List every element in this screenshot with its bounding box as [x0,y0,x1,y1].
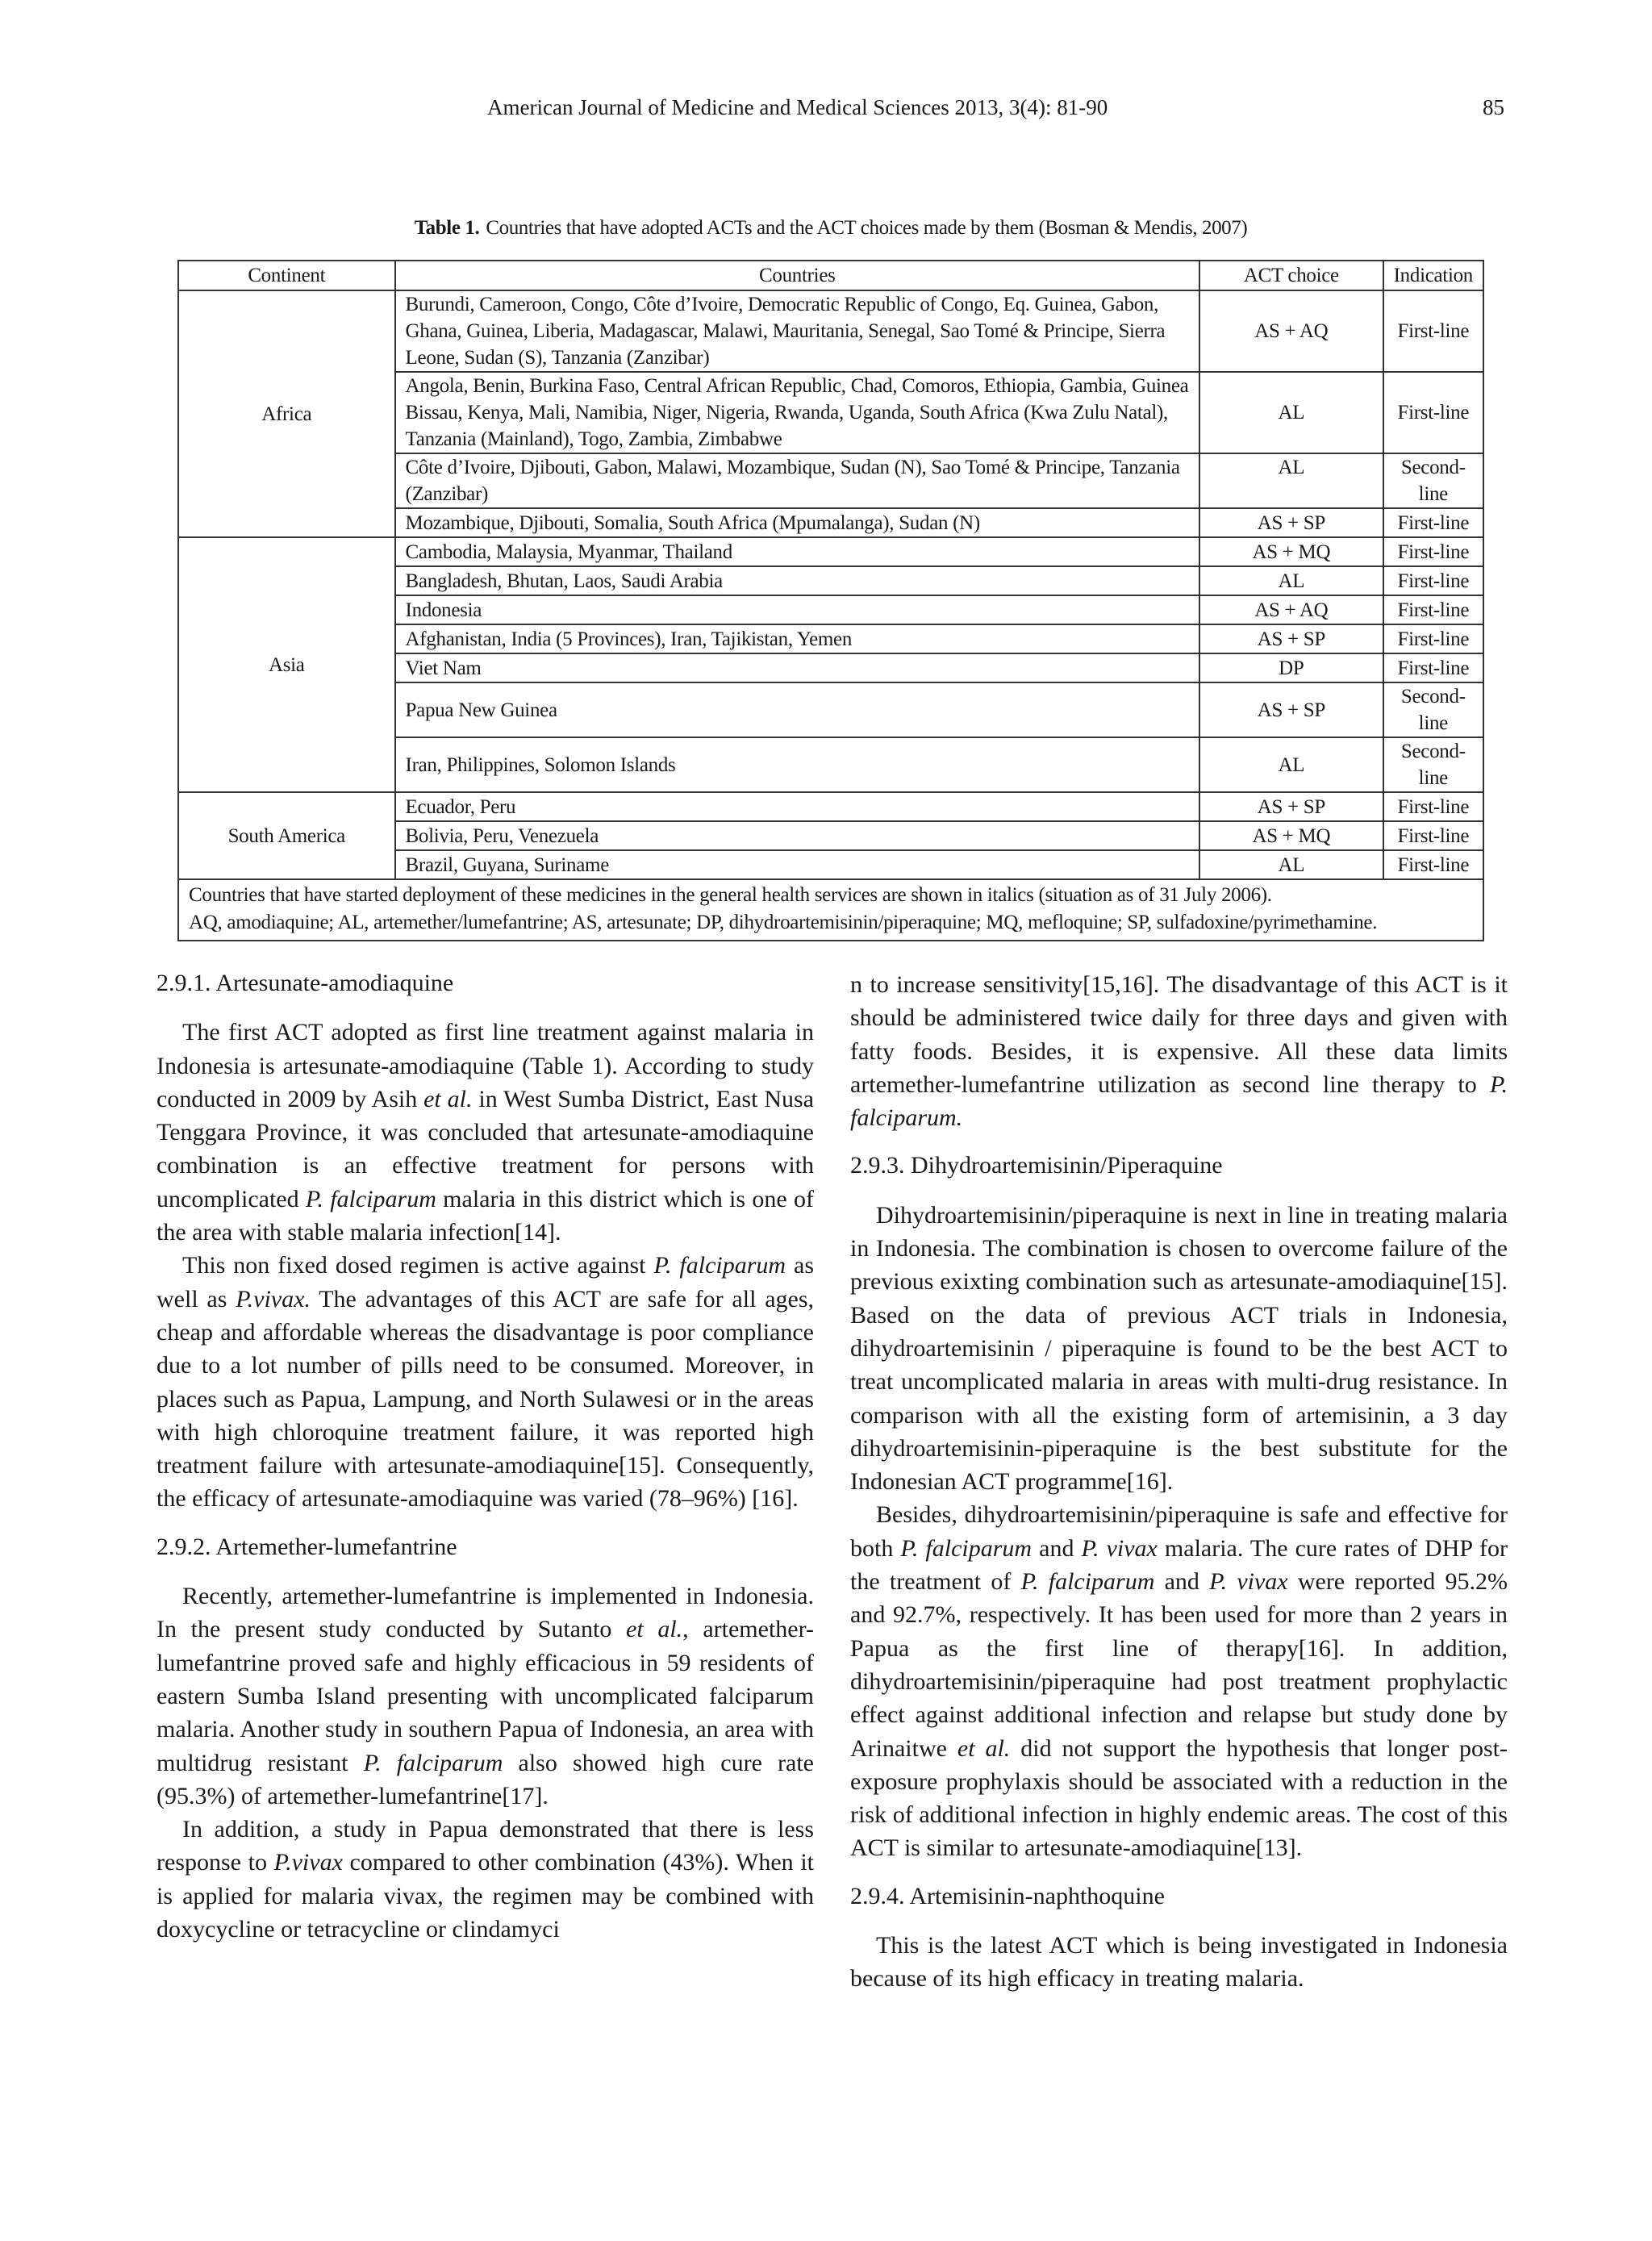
act-cell: AS + AQ [1199,595,1383,624]
act-cell: AL [1199,737,1383,792]
paragraph: This is the latest ACT which is being investigated in Indonesia because of its high efficacy in treating malaria. [850,1932,1508,1993]
act-cell: AS + SP [1199,682,1383,737]
countries-cell: Viet Nam [395,653,1200,682]
countries-cell: Burundi, Cameroon, Congo, Côte d’Ivoire, Democratic Republic of Congo, Eq. Guinea, Gabon, Ghana, Guinea, Liberia, Madagascar, Malawi, Mauritania, Senegal, Sao Tomé & Principe, Sierra Leone, Sudan (S), Tanzania (Zanzibar) [395,290,1200,372]
countries-cell: Papua New Guinea [395,682,1200,737]
indication-cell: First-line [1383,624,1483,653]
act-table [177,260,1484,941]
countries-cell: Bangladesh, Bhutan, Laos, Saudi Arabia [395,566,1200,595]
countries-cell: Brazil, Guyana, Suriname [395,850,1200,879]
countries-cell: Ecuador, Peru [395,792,1200,821]
act-cell: AS + AQ [1199,290,1383,372]
act-cell: AS + SP [1199,624,1383,653]
paragraph: In addition, a study in Papua demonstrated that there is less response to P.vivax compared to other combination (43%). When it is applied for malaria vivax, the regimen may be combined with doxycycline or tetracycline or clindamyci [156,1816,814,1943]
section-heading-2-9-1: 2.9.1. Artesunate-amodiaquine [156,970,454,996]
page-number: 85 [1483,95,1504,119]
paragraph: Recently, artemether-lumefantrine is implemented in Indonesia. In the present study conducted by Sutanto et al., artemether-lumefantrine proved safe and highly efficacious in 59 residents of eastern Sumba Island presenting with uncomplicated falciparum malaria. Another study in southern Papua of Indonesia, an area with multidrug resistant P. falciparum also showed high cure rate (95.3%) of artemether-lumefantrine[17]. [156,1583,814,1809]
indication-cell: First-line [1383,792,1483,821]
countries-cell: Afghanistan, India (5 Provinces), Iran, Tajikistan, Yemen [395,624,1200,653]
section-heading-2-9-4: 2.9.4. Artemisinin-naphthoquine [850,1882,1165,1909]
indication-cell: First-line [1383,850,1483,879]
indication-cell: Second-line [1383,453,1483,508]
countries-cell: Iran, Philippines, Solomon Islands [395,737,1200,792]
header-continent: Continent [178,261,395,290]
indication-cell: First-line [1383,821,1483,850]
indication-cell: First-line [1383,653,1483,682]
countries-cell: Indonesia [395,595,1200,624]
right-column [850,968,1508,1996]
table-footnote-row [178,879,1483,941]
act-cell: AS + MQ [1199,537,1383,566]
act-cell: AL [1199,566,1383,595]
act-cell: AL [1199,453,1383,508]
paragraph: Dihydroartemisinin/piperaquine is next in line in treating malaria in Indonesia. The combination is chosen to overcome failure of the previous exixting combination such as artesunate-amodiaquine[15]. Based on the data of previous ACT trials in Indonesia, dihydroartemisinin / piperaquine is found to be the best ACT to treat uncomplicated malaria in areas with multi-drug resistance. In comparison with all the existing form of artemisinin, a 3 day dihydroartemisinin-piperaquine is the best substitute for the Indonesian ACT programme[16]. [850,1201,1508,1496]
paragraph: This non fixed dosed regimen is active against P. falciparum as well as P.vivax. The advantages of this ACT are safe for all ages, cheap and affordable whereas the disadvantage is poor compliance due to a lot number of pills need to be consumed. Moreover, in places such as Papua, Lampung, and North Sulawesi or in the areas with high chloroquine treatment failure, it was reported high treatment failure with artesunate-amodiaquine[15]. Consequently, the efficacy of artesunate-amodiaquine was varied (78–96%) [16]. [156,1252,815,1513]
countries-cell: Côte d’Ivoire, Djibouti, Gabon, Malawi, Mozambique, Sudan (N), Sao Tomé & Principe, Tanzania (Zanzibar) [395,453,1200,508]
page-header [0,95,1652,127]
indication-cell: First-line [1383,566,1483,595]
countries-cell: Mozambique, Djibouti, Somalia, South Africa (Mpumalanga), Sudan (N) [395,508,1200,537]
section-heading-2-9-3: 2.9.3. Dihydroartemisinin/Piperaquine [850,1152,1223,1179]
countries-cell: Bolivia, Peru, Venezuela [395,821,1200,850]
header-countries: Countries [395,261,1200,290]
act-cell: AS + SP [1199,792,1383,821]
table-caption-text: Countries that have adopted ACTs and the ACT choices made by them (Bosman & Mendis, 2007) [486,217,1248,239]
paragraph: Besides, dihydroartemisinin/piperaquine is safe and effective for both P. falciparum and P. vivax malaria. The cure rates of DHP for the treatment of P. falciparum and P. vivax were reported 95.2% and 92.7%, respectively. It has been used for more than 2 years in Papua as the first line of therapy[16]. In addition, dihydroartemisinin/piperaquine had post treatment prophylactic effect against additional infection and relapse but study done by Arinaitwe et al. did not support the hypothesis that longer post-exposure prophylaxis should be associated with a reduction in the risk of additional infection in highly endemic areas. The cost of this ACT is similar to artesunate-amodiaquine[13]. [850,1501,1508,1862]
act-cell: DP [1199,653,1383,682]
table-header-row [178,261,1483,290]
countries-cell: Angola, Benin, Burkina Faso, Central African Republic, Chad, Comoros, Ethiopia, Gambia, Guinea Bissau, Kenya, Mali, Namibia, Niger, Nigeria, Rwanda, Uganda, South Africa (Kwa Zulu Natal), Tanzania (Mainland), Togo, Zambia, Zimbabwe [395,372,1200,453]
table-row [178,537,1483,566]
table-caption [177,217,1484,240]
table-footnote [178,879,1483,941]
footnote-abbreviations: AQ, amodiaquine; AL, artemether/lumefantrine; AS, artesunate; DP, dihydroartemisinin/piperaquine; MQ, mefloquine; SP, sulfadoxine/pyrimethamine. [189,912,1378,933]
footnote-italics-note: Countries that have started deployment of these medicines in the general health services are shown in italics (situation as of 31 July 2006). [189,884,1272,906]
countries-cell: Cambodia, Malaysia, Myanmar, Thailand [395,537,1200,566]
continent-africa: Africa [178,290,395,537]
continent-asia: Asia [178,537,395,792]
act-cell: AL [1199,372,1383,453]
table-row [178,792,1483,821]
act-cell: AL [1199,850,1383,879]
header-act-choice: ACT choice [1199,261,1383,290]
table-row [178,290,1483,372]
continent-south-america: South America [178,792,395,879]
left-column [156,966,814,1946]
indication-cell: First-line [1383,537,1483,566]
paragraph: The first ACT adopted as first line treatment against malaria in Indonesia is artesunate-amodiaquine (Table 1). According to study conducted in 2009 by Asih et al. in West Sumba District, East Nusa Tenggara Province, it was concluded that artesunate-amodiaquine combination is an effective treatment for persons with uncomplicated P. falciparum malaria in this district which is one of the area with stable malaria infection[14]. [156,1019,814,1246]
act-cell: AS + SP [1199,508,1383,537]
journal-title: American Journal of Medicine and Medical Sciences 2013, 3(4): 81-90 [487,95,1108,119]
indication-cell: First-line [1383,595,1483,624]
act-cell: AS + MQ [1199,821,1383,850]
indication-cell: Second-line [1383,682,1483,737]
indication-cell: First-line [1383,508,1483,537]
table-caption-label: Table 1. [414,217,480,239]
section-heading-2-9-2: 2.9.2. Artemether-lumefantrine [156,1533,457,1560]
indication-cell: Second-line [1383,737,1483,792]
indication-cell: First-line [1383,372,1483,453]
header-indication: Indication [1383,261,1483,290]
indication-cell: First-line [1383,290,1483,372]
paragraph-continued: n to increase sensitivity[15,16]. The disadvantage of this ACT is it should be administered twice daily for three days and given with fatty foods. Besides, it is expensive. All these data limits artemether-lumefantrine utilization as second line therapy to P. falciparum. [850,971,1508,1132]
